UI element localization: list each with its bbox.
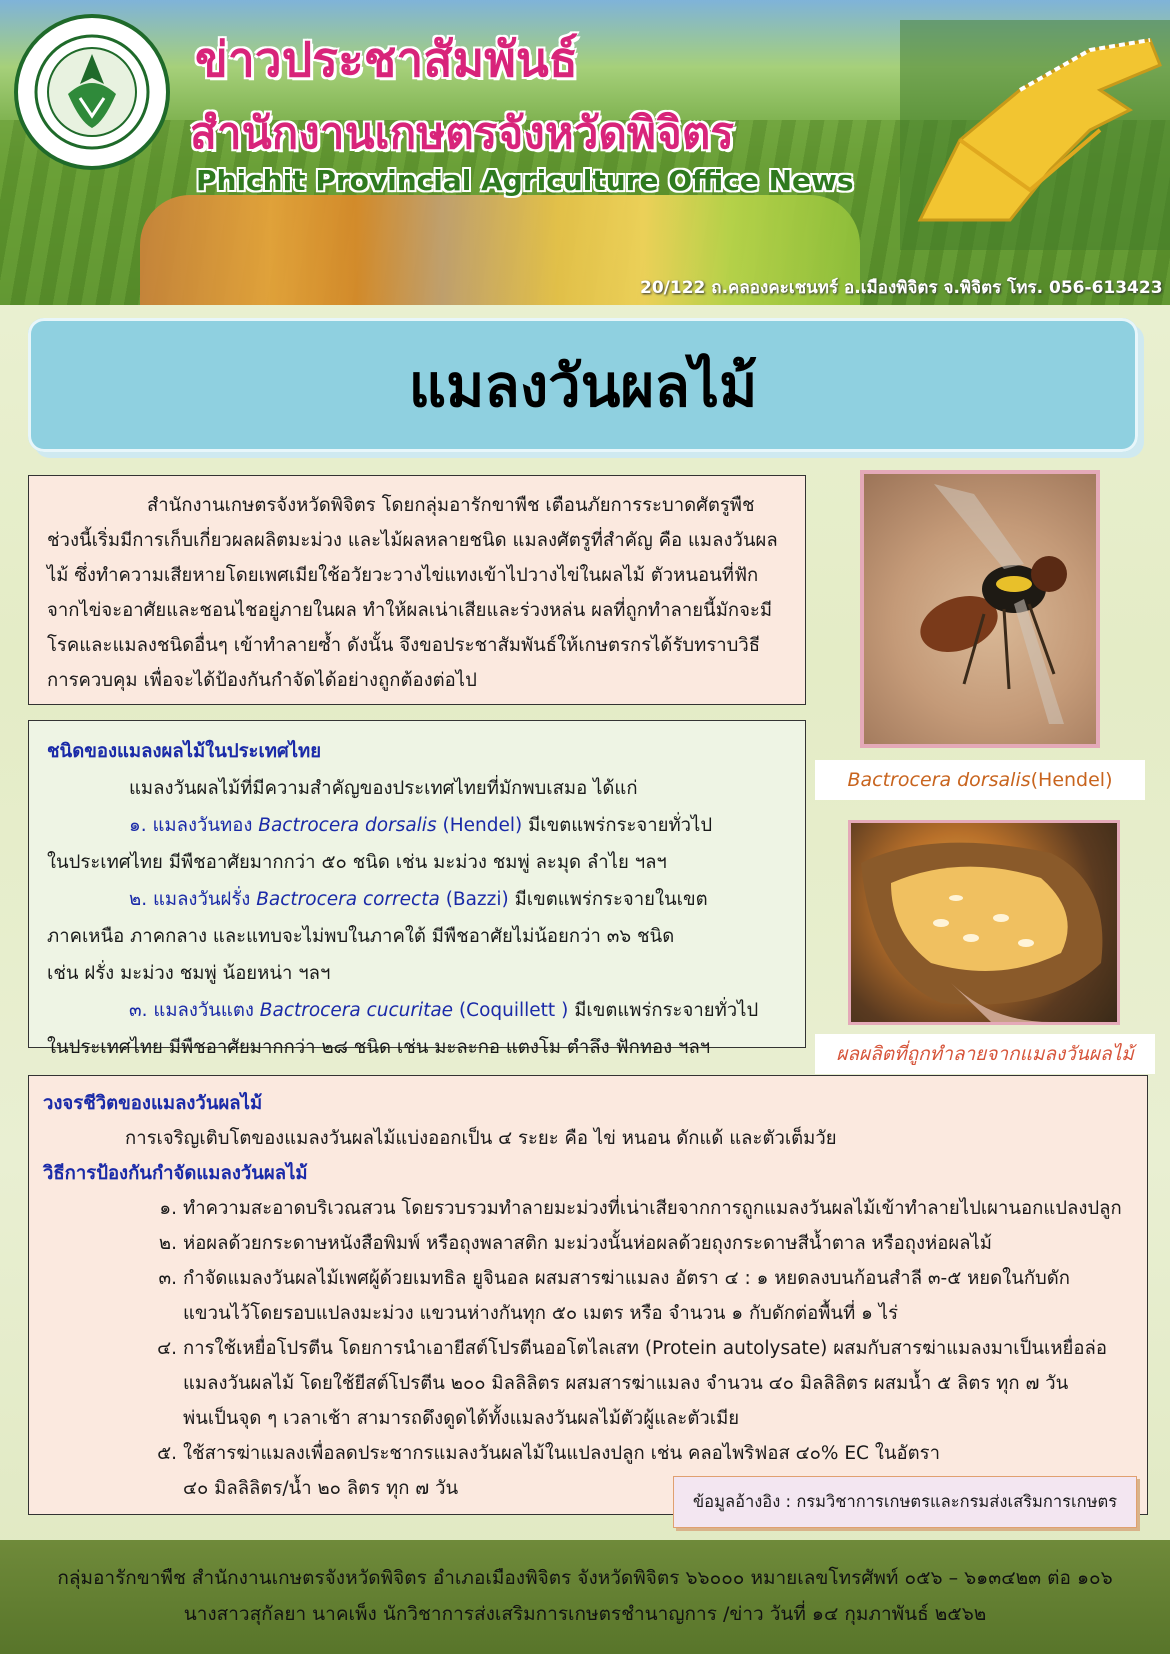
header-office-thai: สำนักงานเกษตรจังหวัดพิจิตร bbox=[190, 108, 734, 159]
species-item bbox=[47, 992, 787, 1066]
control-item bbox=[43, 1261, 1133, 1331]
control-item-text: แขวนไว้โดยรอบแปลงมะม่วง แขวนห่างกันทุก ๕๐ เมตร หรือ จำนวน ๑ กับดักต่อพื้นที่ ๑ ไร่ bbox=[183, 1303, 899, 1324]
control-item bbox=[43, 1191, 1133, 1226]
footer-author: นางสาวสุกัลยา นาคเพ็ง นักวิชาการส่งเสริมการเกษตรชำนาญการ /ข่าว วันที่ ๑๔ กุมภาพันธ์ ๒๕๖๒ bbox=[183, 1603, 987, 1625]
control-item-text: กำจัดแมลงวันผลไม้เพศผู้ด้วยเมทธิล ยูจินอล ผสมสารฆ่าแมลง อัตรา ๔ : ๑ หยดลงบนก้อนสำลี ๓-๕ หยดในกับดัก bbox=[183, 1268, 1070, 1289]
control-item-number: ๑. bbox=[159, 1198, 177, 1219]
damaged-fruit-photo bbox=[848, 820, 1120, 1025]
control-item-text: ๔๐ มิลลิลิตร/น้ำ ๒๐ ลิตร ทุก ๗ วัน bbox=[183, 1478, 459, 1499]
page-title: แมลงวันผลไม้ bbox=[408, 351, 758, 420]
fruit-fly-caption bbox=[815, 760, 1145, 800]
footer bbox=[0, 1540, 1170, 1654]
control-item-number: ๔. bbox=[157, 1338, 177, 1359]
control-heading: วิธีการป้องกันกำจัดแมลงวันผลไม้ bbox=[43, 1163, 308, 1184]
title-box bbox=[28, 318, 1138, 452]
species-name: ๒. แมลงวันฝรั่ง bbox=[129, 889, 251, 910]
species-name: ๓. แมลงวันแตง bbox=[129, 1000, 254, 1021]
control-item-number: ๒. bbox=[158, 1233, 177, 1254]
caption-scientific-name: Bactrocera dorsalis bbox=[847, 769, 1031, 791]
species-desc: ในประเทศไทย มีพืชอาศัยมากกว่า ๒๘ ชนิด เช่น มะละกอ แตงโม ตำลึง ฟักทอง ฯลฯ bbox=[47, 1037, 711, 1058]
species-item bbox=[47, 881, 787, 992]
control-item-number: ๕. bbox=[157, 1443, 177, 1464]
intro-text: สำนักงานเกษตรจังหวัดพิจิตร โดยกลุ่มอารักขาพืช เตือนภัยการระบาดศัตรูพืช ช่วงนี้เริ่มมีการเก็บเกี่ยวผลผลิตมะม่วง และไม้ผลหลายชนิด แมลงศัตรูที่สำคัญ คือ แมลงวันผลไม้ ซึ่งทำความเสียหายโดยเพศเมียใช้อวัยวะวางไข่แทงเข้าไปวางไข่ในผลไม้ ตัวหนอนที่ฟักจากไข่จะอาศัยและชอนไชอยู่ภายในผล ทำให้ผลเน่าเสียและร่วงหล่น ผลที่ถูกทำลายนี้มักจะมีโรคและแมลงชนิดอื่นๆ เข้าทำลายซ้ำ ดังนั้น จึงขอประชาสัมพันธ์ให้เกษตรกรได้รับทราบวิธีการควบคุม เพื่อจะได้ป้องกันกำจัดได้อย่างถูกต้องต่อไป bbox=[47, 495, 778, 691]
lifecycle-text: การเจริญเติบโตของแมลงวันผลไม้แบ่งออกเป็น ๔ ระยะ คือ ไข่ หนอน ดักแด้ และตัวเต็มวัย bbox=[125, 1128, 837, 1149]
header-address: 20/122 ถ.คลองคะเชนทร์ อ.เมืองพิจิตร จ.พิจิตร โทร. 056-613423 bbox=[640, 278, 1163, 298]
department-logo bbox=[14, 14, 170, 170]
species-desc: มีเขตแพร่กระจายในเขต bbox=[514, 889, 708, 910]
header-title: ข่าวประชาสัมพันธ์ bbox=[195, 32, 578, 88]
species-desc: มีเขตแพร่กระจายทั่วไป bbox=[574, 1000, 759, 1021]
intro-box bbox=[28, 475, 806, 705]
control-item-text: ห่อผลด้วยกระดาษหนังสือพิมพ์ หรือถุงพลาสติก มะม่วงนั้นห่อผลด้วยถุงกระดาษสีน้ำตาล หรือถุงห่อผลไม้ bbox=[183, 1233, 992, 1254]
species-box bbox=[28, 720, 806, 1058]
species-author: (Hendel) bbox=[442, 815, 523, 836]
damaged-fruit-caption: ผลผลิตที่ถูกทำลายจากแมลงวันผลไม้ bbox=[815, 1034, 1155, 1074]
species-desc: เช่น ฝรั่ง มะม่วง ชมพู่ น้อยหน่า ฯลฯ bbox=[47, 963, 331, 984]
control-item bbox=[43, 1226, 1133, 1261]
control-item-number: ๓. bbox=[158, 1268, 177, 1289]
species-heading: ชนิดของแมลงผลไม้ในประเทศไทย bbox=[47, 741, 322, 762]
species-desc: มีเขตแพร่กระจายทั่วไป bbox=[528, 815, 713, 836]
species-scientific-name: Bactrocera correcta bbox=[256, 889, 440, 910]
header-banner bbox=[0, 0, 1170, 305]
species-scientific-name: Bactrocera dorsalis bbox=[258, 815, 437, 836]
control-item-text: ทำความสะอาดบริเวณสวน โดยรวบรวมทำลายมะม่วงที่เน่าเสียจากการถูกแมลงวันผลไม้เข้าทำลายไปเผานอกแปลงปลูก bbox=[183, 1198, 1122, 1219]
control-item-text: การใช้เหยื่อโปรตีน โดยการนำเอายีสต์โปรตีนออโตไลเสท (Protein autolysate) ผสมกับสารฆ่าแมลงมาเป็นเหยื่อล่อ bbox=[183, 1338, 1107, 1359]
species-item bbox=[47, 807, 787, 881]
control-item bbox=[43, 1331, 1133, 1436]
header-office-english: Phichit Provincial Agriculture Office News bbox=[196, 164, 854, 197]
lifecycle-control-box bbox=[28, 1075, 1148, 1515]
lifecycle-heading: วงจรชีวิตของแมลงวันผลไม้ bbox=[43, 1093, 263, 1114]
species-scientific-name: Bactrocera cucuritae bbox=[259, 1000, 454, 1021]
fruit-fly-photo bbox=[860, 470, 1100, 748]
species-desc: ในประเทศไทย มีพืชอาศัยมากกว่า ๕๐ ชนิด เช่น มะม่วง ชมพู่ ละมุด ลำไย ฯลฯ bbox=[47, 852, 667, 873]
species-desc: ภาคเหนือ ภาคกลาง และแทบจะไม่พบในภาคใต้ มีพืชอาศัยไม่น้อยกว่า ๓๖ ชนิด bbox=[47, 926, 675, 947]
control-item-text: พ่นเป็นจุด ๆ เวลาเช้า สามารถดึงดูดได้ทั้งแมลงวันผลไม้ตัวผู้และตัวเมีย bbox=[183, 1408, 740, 1429]
species-author: (Coquillett ) bbox=[458, 1000, 569, 1021]
crocodile-statue-image bbox=[900, 20, 1170, 250]
control-item-text: แมลงวันผลไม้ โดยใช้ยีสต์โปรตีน ๒๐๐ มิลลิลิตร ผสมสารฆ่าแมลง จำนวน ๔๐ มิลลิลิตร ผสมน้ำ ๕ ลิตร ทุก ๗ วัน bbox=[183, 1373, 1069, 1394]
species-name: ๑. แมลงวันทอง bbox=[129, 815, 253, 836]
reference-box: ข้อมูลอ้างอิง : กรมวิชาการเกษตรและกรมส่งเสริมการเกษตร bbox=[673, 1476, 1137, 1528]
footer-contact: กลุ่มอารักขาพืช สำนักงานเกษตรจังหวัดพิจิตร อำเภอเมืองพิจิตร จังหวัดพิจิตร ๖๖๐๐๐ หมายเลขโทรศัพท์ ๐๕๖ – ๖๑๓๔๒๓ ต่อ ๑๐๖ bbox=[57, 1567, 1113, 1589]
species-lead: แมลงวันผลไม้ที่มีความสำคัญของประเทศไทยที่มักพบเสมอ ได้แก่ bbox=[129, 778, 638, 799]
control-item-text: ใช้สารฆ่าแมลงเพื่อลดประชากรแมลงวันผลไม้ในแปลงปลูก เช่น คลอไพริฟอส ๔๐% EC ในอัตรา bbox=[183, 1443, 940, 1464]
species-author: (Bazzi) bbox=[445, 889, 509, 910]
caption-author: (Hendel) bbox=[1030, 769, 1113, 791]
